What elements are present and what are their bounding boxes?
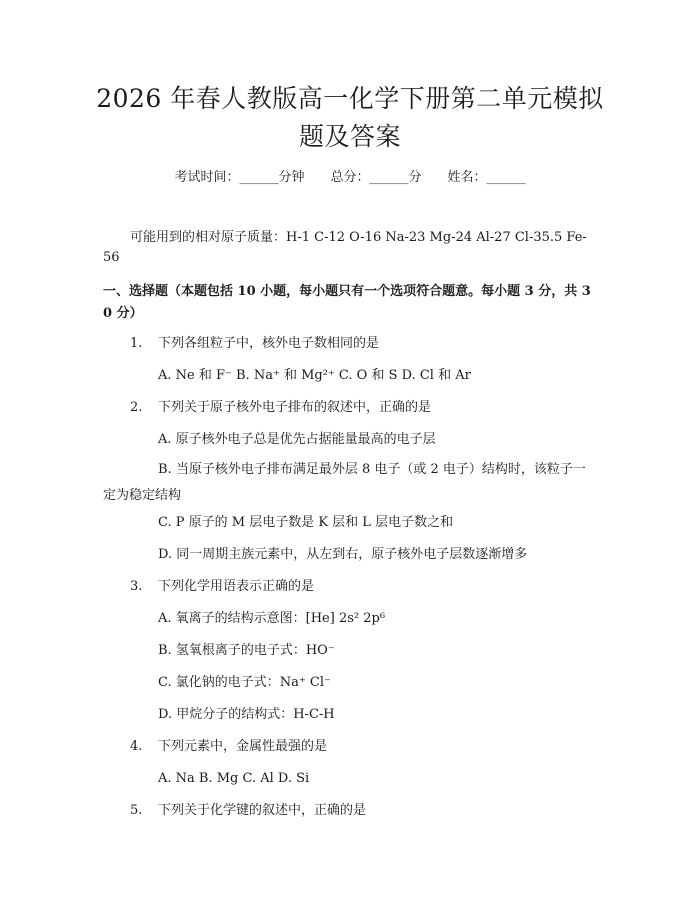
total-score-field: 总分：______分 [330,170,422,185]
student-name-field: 姓名：______ [447,170,526,185]
question-number: 1. [130,336,143,351]
question-option: C. P 原子的 M 层电子数是 K 层和 L 层电子数之和 [158,515,454,530]
exam-meta-line [0,168,700,188]
question-number: 3. [130,579,143,594]
document-title: 2026 年春人教版高一化学下册第二单元模拟题及答案 [96,84,604,151]
question-text: 下列元素中，金属性最强的是 [158,739,328,754]
question-text: 下列关于原子核外电子排布的叙述中，正确的是 [158,400,432,415]
question-option: A. Na B. Mg C. Al D. Si [158,771,310,786]
question-text: 下列关于化学键的叙述中，正确的是 [158,803,367,818]
atomic-mass-note: 可能用到的相对原子质量：H-1 C-12 O-16 Na-23 Mg-24 Al-27 Cl-35.5 Fe-56 [103,230,587,265]
question-option: D. 同一周期主族元素中，从左到右，原子核外电子层数逐渐增多 [158,547,528,562]
question-option: A. Ne 和 F⁻ B. Na⁺ 和 Mg²⁺ C. O 和 S D. Cl 和 Ar [158,368,471,383]
question-option: C. 氯化钠的电子式：Na⁺ Cl⁻ [158,675,331,690]
question-number: 5. [130,803,143,818]
question-option: D. 甲烷分子的结构式：H-C-H [158,707,335,722]
section-heading: 一、选择题（本题包括 10 小题，每小题只有一个选项符合题意。每小题 3 分，共 30 分） [103,284,591,321]
question-option: B. 氢氧根离子的电子式：HO⁻ [158,643,335,658]
question-number: 4. [130,739,143,754]
question-option: A. 氧离子的结构示意图：[He] 2s² 2p⁶ [158,611,386,626]
question-number: 2. [130,400,143,415]
question-text: 下列化学用语表示正确的是 [158,579,315,594]
question-text: 下列各组粒子中，核外电子数相同的是 [158,336,380,351]
question-option: B. 当原子核外电子排布满足最外层 8 电子（或 2 电子）结构时，该粒子一定为稳定结构 [103,462,586,503]
exam-time-field: 考试时间：______分钟 [174,170,305,185]
question-option: A. 原子核外电子总是优先占据能量最高的电子层 [158,432,436,447]
